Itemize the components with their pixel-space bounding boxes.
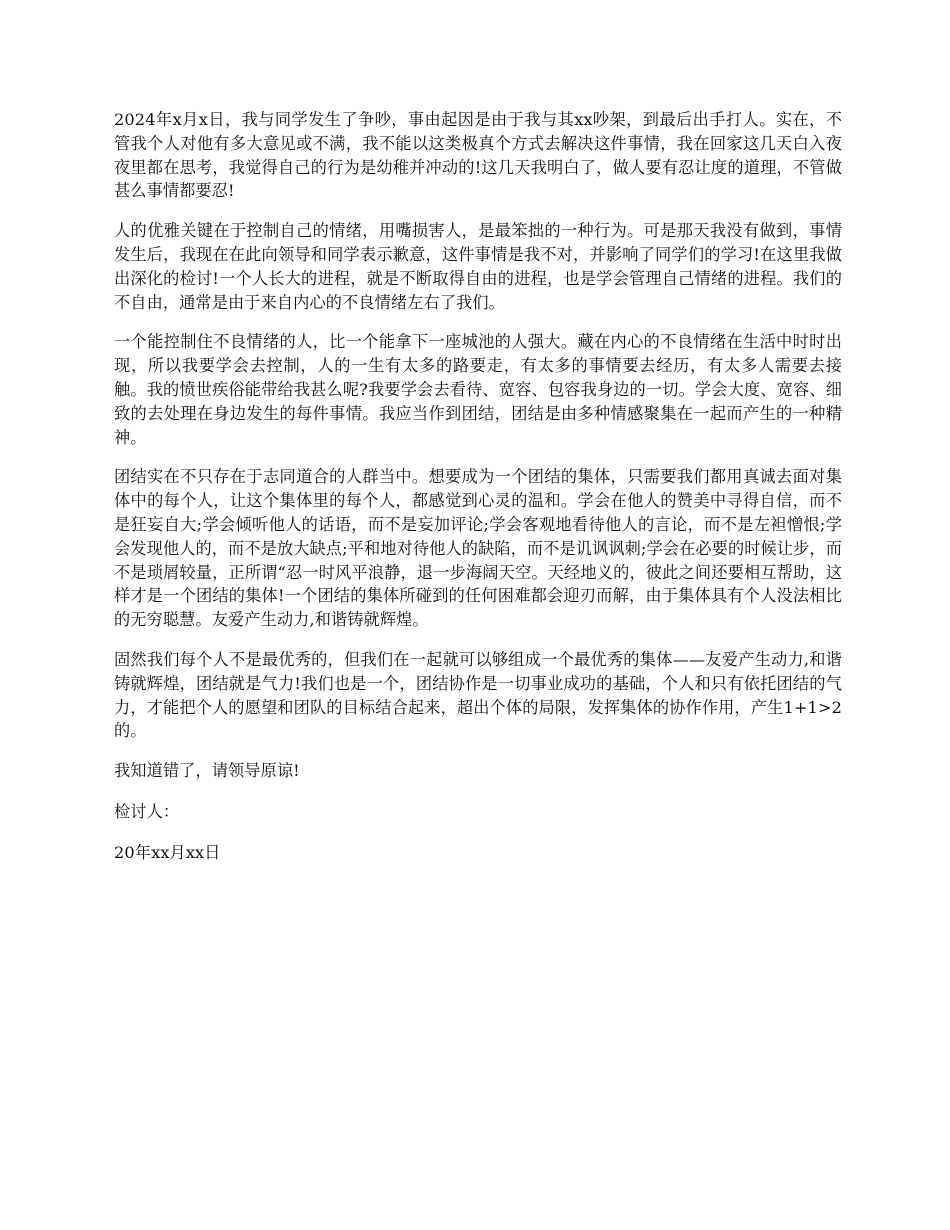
paragraph-collective: 固然我们每个人不是最优秀的，但我们在一起就可以够组成一个最优秀的集体——友爱产生动力,和谐铸就辉煌，团结就是气力!我们也是一个，团结协作是一切事业成功的基础，个人和只有依托团结的气力，才能把个人的愿望和团队的目标结合起来，超出个体的局限，发挥集体的协作作用，产生1+1>2的。	[114, 649, 842, 741]
paragraph-emotion-control: 人的优雅关键在于控制自己的情绪，用嘴损害人，是最笨拙的一种行为。可是那天我没有做到，事情发生后，我现在在此向领导和同学表示歉意，这件事情是我不对，并影响了同学们的学习!在这里我做出深化的检讨!一个人长大的进程，就是不断取得自由的进程，也是学会管理自己情绪的进程。我们的不自由，通常是由于来自内心的不良情绪左右了我们。	[114, 221, 842, 312]
signer-label: 检讨人：	[114, 801, 180, 821]
paragraph-self-control: 一个能控制住不良情绪的人，比一个能拿下一座城池的人强大。藏在内心的不良情绪在生活中时时出现，所以我要学会去控制，人的一生有太多的路要走，有太多的事情要去经历，有太多人需要去接触。我的愤世疾俗能带给我甚么呢?我要学会去看待、宽容、包容我身边的一切。学会大度、宽容、细致的去处理在身边发生的每件事情。我应当作到团结，团结是由多种情感聚集在一起而产生的一种精神。	[114, 332, 842, 447]
date-line: 20年xx月xx日	[114, 842, 221, 862]
apology-line: 我知道错了，请领导原谅!	[114, 761, 300, 781]
paragraph-incident: 2024年x月x日，我与同学发生了争吵，事由起因是由于我与其xx吵架，到最后出手打人。实在，不管我个人对他有多大意见或不满，我不能以这类极真个方式去解决这件事情，我在回家这几天白入夜夜里都在思考，我觉得自己的行为是幼稚并冲动的!这几天我明白了，做人要有忍让度的道理，不管做甚么事情都要忍!	[114, 110, 842, 201]
document-body	[114, 108, 842, 882]
paragraph-unity: 团结实在不只存在于志同道合的人群当中。想要成为一个团结的集体，只需要我们都用真诚去面对集体中的每个人，让这个集体里的每个人，都感觉到心灵的温和。学会在他人的赞美中寻得自信，而不是狂妄自大;学会倾听他人的话语，而不是妄加评论;学会客观地看待他人的言论，而不是左袒憎恨;学会发现他人的，而不是放大缺点;平和地对待他人的缺陷，而不是讥讽讽刺;学会在必要的时候让步，而不是琐屑较量，正所谓“忍一时风平浪静，退一步海阔天空。天经地义的，彼此之间还要相互帮助，这样才是一个团结的集体!一个团结的集体所碰到的任何困难都会迎刃而解，由于集体具有个人没法相比的无穷聪慧。友爱产生动力,和谐铸就辉煌。	[114, 467, 842, 630]
